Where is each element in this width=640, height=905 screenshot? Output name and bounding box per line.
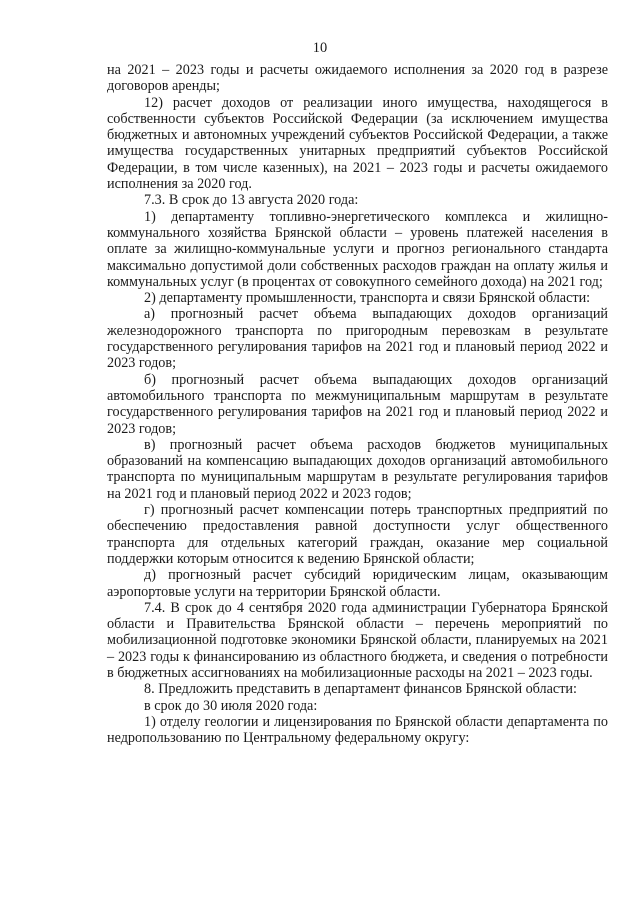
paragraph-lease-continuation: на 2021 – 2023 годы и расчеты ожидаемого исполнения за 2020 год в разрезе договоров аренды;	[107, 62, 608, 95]
page-number: 10	[312, 40, 328, 56]
paragraph-section-7-4: 7.4. В срок до 4 сентября 2020 года администрации Губернатора Брянской области и Правительства Брянской области – перечень мероприятий по мобилизационной подготовке экономики Брянской области, планируемых на 2021 – 2023 годы к финансированию из областного бюджета, и сведения о потребности в бюджетных ассигнованиях на мобилизационные расходы на 2021 – 2023 годы.	[107, 599, 608, 681]
paragraph-section-8: 8. Предложить представить в департамент финансов Брянской области:	[144, 681, 577, 698]
paragraph-section-7-3: 7.3. В срок до 13 августа 2020 года:	[144, 192, 359, 209]
paragraph-subitem-g: г) прогнозный расчет компенсации потерь транспортных предприятий по обеспечению предоставления равной доступности услуг общественного транспорта для отдельных категорий граждан, оказание мер социальной поддержки которым относится к ведению Брянской области;	[107, 502, 608, 567]
paragraph-section-8-item-1: 1) отделу геологии и лицензирования по Брянской области департамента по недропользованию по Центральному федеральному округу:	[107, 713, 608, 747]
paragraph-subitem-v: в) прогнозный расчет объема расходов бюджетов муниципальных образований на компенсацию выпадающих доходов организаций автомобильного транспорта по муниципальным маршрутам в результате регулирования тарифов на 2021 год и плановый период 2022 и 2023 годов;	[107, 436, 608, 502]
document-body	[107, 62, 608, 746]
paragraph-subitem-d: д) прогнозный расчет субсидий юридическим лицам, оказывающим аэропортовые услуги на территории Брянской области.	[107, 567, 608, 600]
paragraph-7-3-item-2: 2) департаменту промышленности, транспорта и связи Брянской области:	[144, 290, 591, 307]
paragraph-section-8-deadline: в срок до 30 июля 2020 года:	[144, 697, 318, 714]
paragraph-subitem-b: б) прогнозный расчет объема выпадающих доходов организаций автомобильного транспорта по межмуниципальным маршрутам в результате государственного регулирования тарифов на 2021 год и плановый период 2022 и 2023 годов;	[107, 371, 608, 437]
paragraph-subitem-a: а) прогнозный расчет объема выпадающих доходов организаций железнодорожного транспорта по пригородным перевозкам в результате государственного регулирования тарифов на 2021 год и плановый период 2022 и 2023 годов;	[107, 306, 608, 372]
paragraph-item-12: 12) расчет доходов от реализации иного имущества, находящегося в собственности субъектов Российской Федерации (за исключением имущества бюджетных и автономных учреждений субъектов Российской Федерации, а также имущества государственных унитарных предприятий субъектов Российской Федерации, в том числе казенных), на 2021 – 2023 годы и расчеты ожидаемого исполнения за 2020 год.	[107, 94, 608, 193]
paragraph-7-3-item-1: 1) департаменту топливно-энергетического комплекса и жилищно-коммунального хозяйства Брянской области – уровень платежей населения в оплате за жилищно-коммунальные услуги и прогноз регионального стандарта максимально допустимой доли собственных расходов граждан на оплату жилья и коммунальных услуг (в процентах от совокупного семейного дохода) на 2021 год;	[107, 208, 608, 290]
